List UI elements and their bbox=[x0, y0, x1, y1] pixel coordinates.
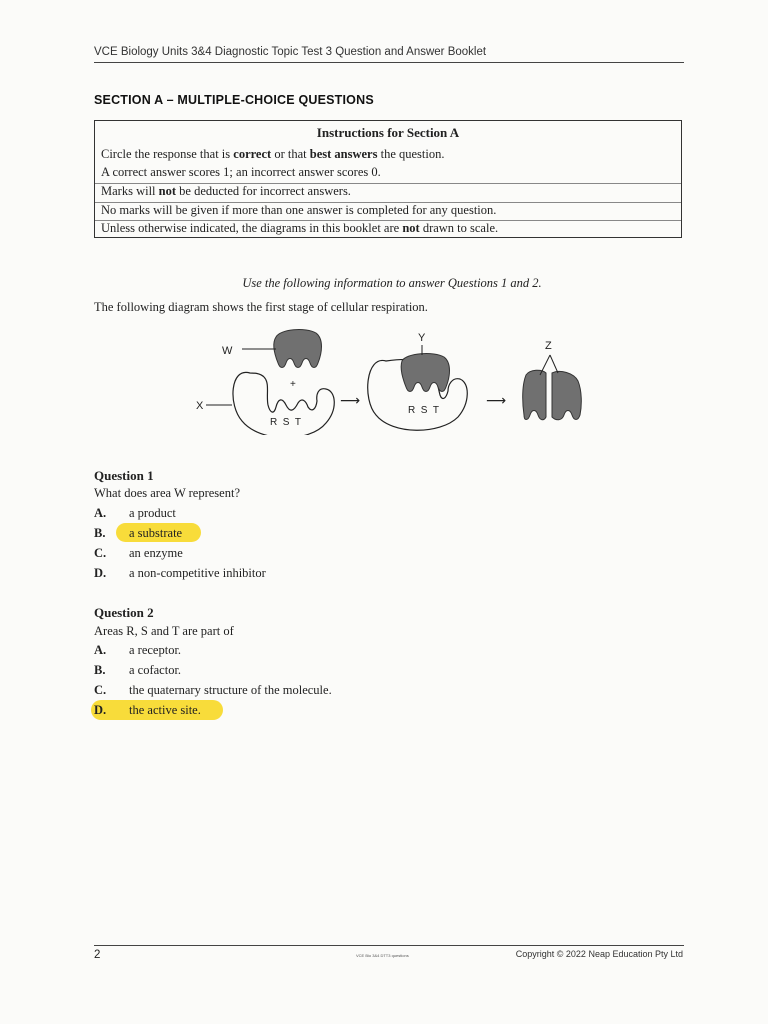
q2-option-a-text[interactable]: a receptor. bbox=[129, 643, 182, 657]
q2-option-b-text[interactable]: a cofactor. bbox=[129, 663, 182, 677]
product-left-shape bbox=[523, 370, 546, 420]
instruction-text: Circle the response that is bbox=[101, 147, 234, 161]
label-y: Y bbox=[418, 332, 426, 344]
instruction-line-1 bbox=[101, 147, 444, 162]
q1-option-b-letter[interactable]: B. bbox=[94, 526, 106, 540]
q1-option-b-text[interactable]: a substrate bbox=[129, 526, 183, 540]
instruction-text: No marks will be given if more than one answer is completed for any question. bbox=[101, 203, 497, 217]
instruction-line-2 bbox=[101, 165, 381, 180]
diagram-intro: The following diagram shows the first stage of cellular respiration. bbox=[94, 300, 428, 314]
footer-divider bbox=[94, 945, 684, 946]
q1-option-c-text[interactable]: an enzyme bbox=[129, 546, 183, 560]
q1-option-d-letter[interactable]: D. bbox=[94, 566, 107, 580]
q1-option-c-letter[interactable]: C. bbox=[94, 546, 107, 560]
q1-option-d-text[interactable]: a non-competitive inhibitor bbox=[129, 566, 266, 580]
instruction-text: drawn to scale. bbox=[419, 221, 499, 235]
question-1-stem: What does area W represent? bbox=[94, 486, 240, 500]
label-z: Z bbox=[545, 340, 552, 352]
booklet-header: VCE Biology Units 3&4 Diagnostic Topic Test 3 Question and Answer Booklet bbox=[94, 46, 487, 58]
instruction-line-3 bbox=[101, 184, 351, 199]
label-x: X bbox=[196, 400, 204, 412]
z-pointer-right bbox=[550, 355, 558, 373]
instruction-text: A correct answer scores 1; an incorrect answer scores 0. bbox=[101, 165, 381, 179]
footer-code: VCE Bio 3&4 DTT3 questions bbox=[356, 953, 409, 958]
copyright-notice: Copyright © 2022 Neap Education Pty Ltd bbox=[515, 949, 683, 959]
q1-option-a-text[interactable]: a product bbox=[129, 506, 176, 520]
arrow-1: ⟶ bbox=[340, 393, 361, 409]
instruction-bold: correct bbox=[233, 147, 272, 161]
instruction-text: or that bbox=[271, 147, 310, 161]
page-number: 2 bbox=[94, 949, 101, 961]
label-rst-1: R S T bbox=[270, 417, 301, 428]
bound-substrate-shape bbox=[401, 354, 449, 392]
instruction-bold: best answers bbox=[309, 147, 378, 161]
arrow-2: ⟶ bbox=[486, 393, 507, 409]
label-rst-2: R S T bbox=[408, 405, 439, 416]
instruction-bold: not bbox=[158, 184, 177, 198]
product-right-shape bbox=[552, 371, 581, 419]
q2-option-b-letter[interactable]: B. bbox=[94, 663, 106, 677]
info-instruction: Use the following information to answer Questions 1 and 2. bbox=[242, 276, 542, 290]
instructions-box bbox=[94, 120, 682, 238]
q2-option-d-text[interactable]: the active site. bbox=[129, 703, 201, 717]
cellular-respiration-diagram bbox=[190, 325, 590, 435]
label-plus: + bbox=[290, 379, 296, 390]
q2-option-c-text[interactable]: the quaternary structure of the molecule. bbox=[129, 683, 332, 697]
q1-option-a-letter[interactable]: A. bbox=[94, 506, 107, 520]
instruction-text: Unless otherwise indicated, the diagrams in this booklet are bbox=[101, 221, 403, 235]
header-divider bbox=[94, 62, 684, 63]
instruction-text: be deducted for incorrect answers. bbox=[176, 184, 351, 198]
q2-option-d-letter[interactable]: D. bbox=[94, 703, 107, 717]
section-title: SECTION A – MULTIPLE-CHOICE QUESTIONS bbox=[94, 93, 374, 107]
instruction-bold: not bbox=[402, 221, 420, 235]
question-2-title: Question 2 bbox=[94, 605, 154, 620]
instructions-title: Instructions for Section A bbox=[316, 125, 460, 140]
instruction-text: Marks will bbox=[101, 184, 159, 198]
question-2-stem: Areas R, S and T are part of bbox=[94, 624, 234, 638]
question-1-title: Question 1 bbox=[94, 468, 154, 483]
instruction-text: the question. bbox=[377, 147, 445, 161]
q2-option-c-letter[interactable]: C. bbox=[94, 683, 107, 697]
substrate-shape bbox=[274, 330, 322, 368]
label-w: W bbox=[222, 345, 233, 357]
instruction-line-4 bbox=[101, 203, 496, 218]
instruction-line-5 bbox=[101, 221, 498, 236]
q2-option-a-letter[interactable]: A. bbox=[94, 643, 107, 657]
